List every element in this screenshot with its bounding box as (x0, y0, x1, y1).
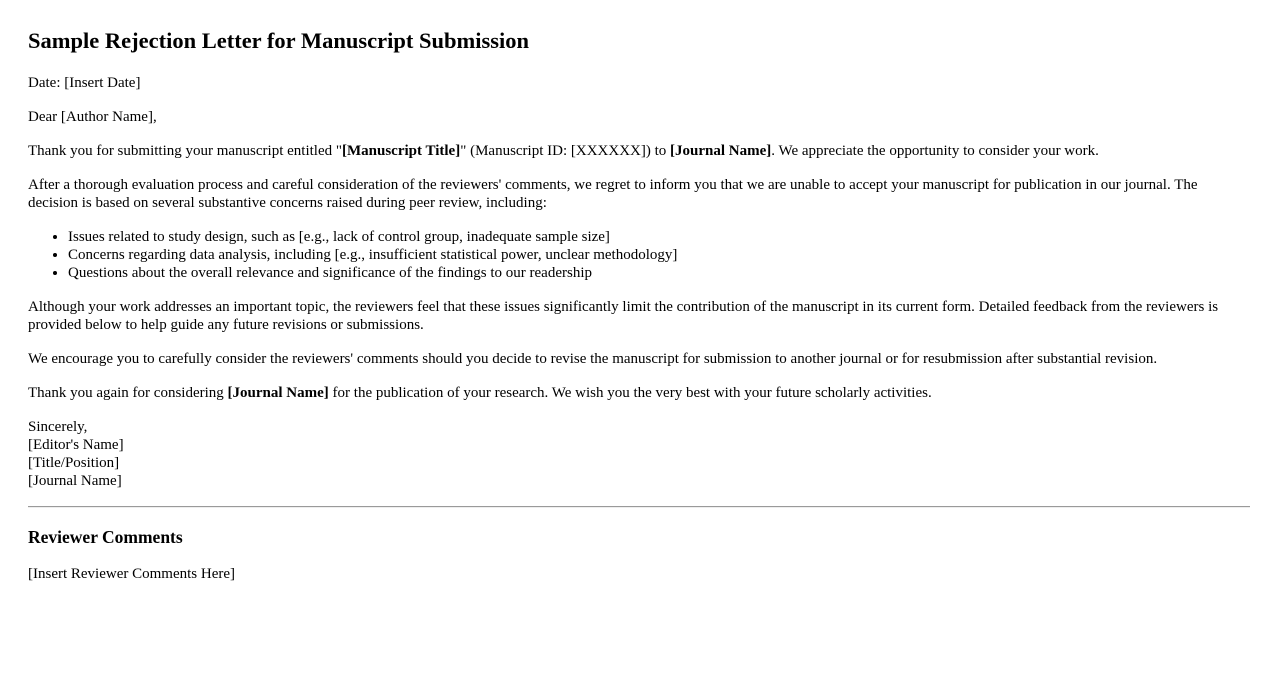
closing-text-start: Thank you again for considering (28, 385, 228, 401)
intro-text-start: Thank you for submitting your manuscript entitled " (28, 143, 342, 159)
encouragement-paragraph: We encourage you to carefully consider the reviewers' comments should you decide to revise the manuscript for submission to another journal or for resubmission after substantial revision. (28, 351, 1158, 367)
journal-name-placeholder: [Journal Name] (227, 385, 329, 401)
salutation: Dear [Author Name], (28, 109, 157, 125)
letter-title: Sample Rejection Letter for Manuscript Submission (28, 28, 530, 53)
signature-journal: [Journal Name] (28, 473, 122, 489)
manuscript-title-placeholder: [Manuscript Title] (342, 143, 461, 159)
list-item: • Issues related to study design, such as [e.g., lack of control group, inadequate sample size] (68, 228, 1250, 246)
editor-name: [Editor's Name] (28, 437, 124, 453)
signature-closing: Sincerely, (28, 419, 88, 435)
date-line: Date: [Insert Date] (28, 75, 141, 91)
intro-paragraph (28, 142, 1250, 160)
section-divider (28, 506, 1250, 508)
decision-paragraph: After a thorough evaluation process and careful consideration of the reviewers' comments, we regret to inform you that we are unable to accept your manuscript for publication in our journal. The decision is based on several substantive concerns raised during peer review, including: (28, 177, 1198, 211)
feedback-paragraph: Although your work addresses an important topic, the reviewers feel that these issues significantly limit the contribution of the manuscript in its current form. Detailed feedback from the reviewers is provided below to help guide any future revisions or submissions. (28, 299, 1219, 333)
closing-text-end: for the publication of your research. We wish you the very best with your future scholarly activities. (328, 385, 932, 401)
signature-block (28, 418, 1250, 490)
reviewer-comments-body: [Insert Reviewer Comments Here] (28, 566, 236, 582)
reviewer-comments-heading: Reviewer Comments (28, 527, 183, 547)
closing-paragraph (28, 384, 1250, 402)
journal-name-placeholder: [Journal Name] (670, 143, 772, 159)
intro-text-middle: " (Manuscript ID: [XXXXXX]) to (460, 143, 671, 159)
list-item: • Questions about the overall relevance and significance of the findings to our readership (68, 264, 1250, 282)
editor-position: [Title/Position] (28, 455, 120, 471)
intro-text-end: . We appreciate the opportunity to consider your work. (771, 143, 1099, 159)
concerns-list (28, 228, 1250, 282)
letter-document (0, 28, 1278, 583)
list-item: • Concerns regarding data analysis, including [e.g., insufficient statistical power, unclear methodology] (68, 246, 1250, 264)
